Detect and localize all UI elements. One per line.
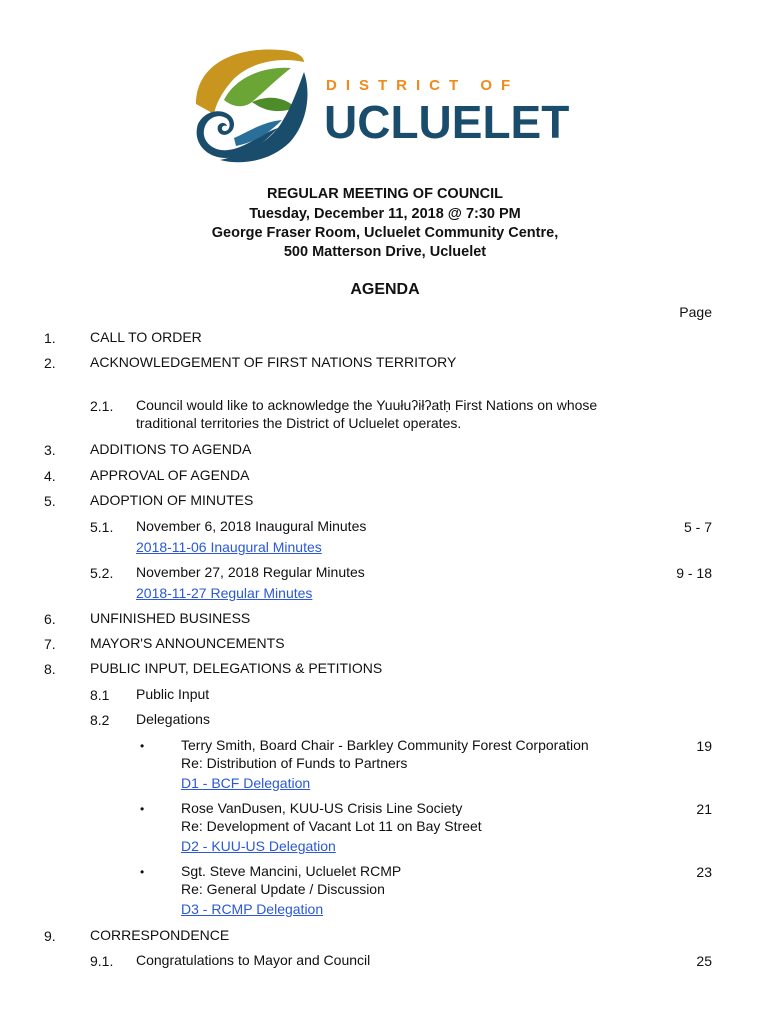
page-number: 9 - 18 xyxy=(676,565,712,581)
item-number: 6. xyxy=(44,611,56,627)
page-number: 25 xyxy=(696,953,712,969)
item-acknowledgement-text-line2: traditional territories the District of Ucluelet operates. xyxy=(136,415,462,431)
subitem-delegations: Delegations xyxy=(136,711,210,727)
item-call-to-order: CALL TO ORDER xyxy=(90,329,202,345)
delegation-2-link[interactable]: D2 - KUU-US Delegation xyxy=(181,838,336,854)
bullet-icon: • xyxy=(140,865,145,879)
meeting-location: George Fraser Room, Ucluelet Community Centre, xyxy=(211,225,559,241)
item-number: 5.2. xyxy=(90,565,114,581)
page-number: 21 xyxy=(696,801,712,817)
item-number: 5.1. xyxy=(90,519,114,535)
bullet-icon: • xyxy=(140,739,145,753)
item-number: 5. xyxy=(44,493,56,509)
item-number: 8. xyxy=(44,661,56,677)
minutes-nov27-label: November 27, 2018 Regular Minutes xyxy=(136,564,365,580)
item-number: 2.1. xyxy=(90,398,114,414)
item-number: 9. xyxy=(44,928,56,944)
item-additions: ADDITIONS TO AGENDA xyxy=(90,441,252,457)
item-number: 8.2 xyxy=(90,712,110,728)
item-acknowledgement-text-line1: Council would like to acknowledge the Yuułuʔiłʔatḥ First Nations on whose xyxy=(136,397,598,413)
agenda-title: AGENDA xyxy=(350,281,420,298)
delegation-2-name: Rose VanDusen, KUU-US Crisis Line Society xyxy=(181,800,463,816)
ucluelet-emblem-icon xyxy=(186,42,586,170)
meeting-datetime: Tuesday, December 11, 2018 @ 7:30 PM xyxy=(249,206,521,222)
item-number: 2. xyxy=(44,355,56,371)
meeting-title: REGULAR MEETING OF COUNCIL xyxy=(266,186,504,202)
page-number: 23 xyxy=(696,864,712,880)
correspondence-congratulations: Congratulations to Mayor and Council xyxy=(136,952,371,968)
page-column-header: Page xyxy=(679,304,712,320)
delegation-1-link[interactable]: D1 - BCF Delegation xyxy=(181,775,311,791)
page-number: 19 xyxy=(696,738,712,754)
delegation-1-subject: Re: Distribution of Funds to Partners xyxy=(181,755,408,771)
delegation-2-subject: Re: Development of Vacant Lot 11 on Bay Street xyxy=(181,818,482,834)
item-number: 9.1. xyxy=(90,953,114,969)
item-unfinished-business: UNFINISHED BUSINESS xyxy=(90,610,251,626)
item-number: 8.1 xyxy=(90,687,110,703)
minutes-nov6-link[interactable]: 2018-11-06 Inaugural Minutes xyxy=(136,539,322,555)
svg-text:UCLUELET: UCLUELET xyxy=(324,96,570,148)
delegation-3-name: Sgt. Steve Mancini, Ucluelet RCMP xyxy=(181,863,402,879)
minutes-nov6-label: November 6, 2018 Inaugural Minutes xyxy=(136,518,367,534)
page-number: 5 - 7 xyxy=(683,519,712,535)
item-mayors-announcements: MAYOR'S ANNOUNCEMENTS xyxy=(90,635,285,651)
bullet-icon: • xyxy=(140,802,145,816)
delegation-3-subject: Re: General Update / Discussion xyxy=(181,881,385,897)
delegation-1-name: Terry Smith, Board Chair - Barkley Community Forest Corporation xyxy=(181,737,589,753)
minutes-nov27-link[interactable]: 2018-11-27 Regular Minutes xyxy=(136,585,313,601)
item-acknowledgement: ACKNOWLEDGEMENT OF FIRST NATIONS TERRITORY xyxy=(90,354,457,370)
meeting-address: 500 Matterson Drive, Ucluelet xyxy=(283,244,487,260)
item-correspondence: CORRESPONDENCE xyxy=(90,927,230,943)
item-number: 3. xyxy=(44,442,56,458)
delegation-3-link[interactable]: D3 - RCMP Delegation xyxy=(181,901,324,917)
item-number: 7. xyxy=(44,636,56,652)
item-approval: APPROVAL OF AGENDA xyxy=(90,467,250,483)
item-adoption-minutes: ADOPTION OF MINUTES xyxy=(90,492,254,508)
item-public-input: PUBLIC INPUT, DELEGATIONS & PETITIONS xyxy=(90,660,383,676)
svg-text:DISTRICT OF: DISTRICT OF xyxy=(326,77,520,94)
district-logo xyxy=(186,42,586,170)
item-number: 1. xyxy=(44,330,56,346)
item-number: 4. xyxy=(44,468,56,484)
subitem-public-input: Public Input xyxy=(136,686,210,702)
